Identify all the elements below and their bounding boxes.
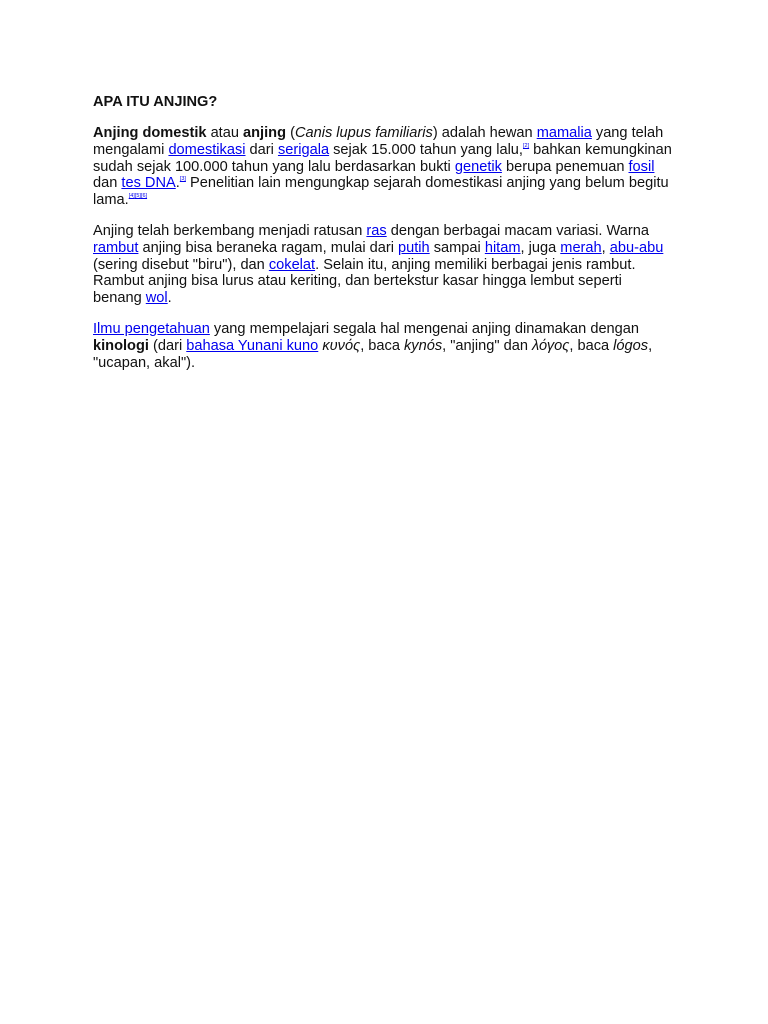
link-fosil[interactable]: fosil (628, 158, 655, 175)
text-run: Penelitian lain mengungkap sejarah domestikasi anjing yang belum begitu lama. (93, 175, 669, 209)
text-run: , "anjing" dan (442, 337, 533, 354)
text-run: yang telah mengalami (93, 125, 664, 158)
paragraph-definition (93, 125, 673, 209)
link-ras[interactable]: ras (366, 222, 387, 239)
citation-link-5[interactable]: [5] (134, 193, 141, 200)
term-bold: Anjing domestik (93, 125, 207, 141)
link-abu-abu[interactable]: abu-abu (609, 239, 664, 256)
citation-link-6[interactable]: [6] (140, 193, 148, 200)
link-genetik[interactable]: genetik (454, 158, 502, 175)
text-run: berupa penemuan (501, 158, 629, 175)
citation (129, 193, 147, 199)
transliteration: kynós (404, 337, 443, 354)
link-putih[interactable]: putih (398, 239, 430, 256)
link-serigala[interactable]: serigala (277, 141, 330, 158)
document-page (93, 94, 673, 385)
text-run: ) adalah hewan (432, 125, 537, 141)
transliteration: lógos (613, 337, 649, 354)
text-run: dari (245, 141, 278, 158)
text-run: sejak 15.000 tahun yang lalu, (329, 141, 523, 158)
greek-word: λόγος (532, 337, 570, 354)
text-run: . Selain itu, anjing memiliki berbagai jenis rambut. Rambut anjing bisa lurus atau keriting, dan bertekstur kasar hingga lembut seperti benang (93, 256, 636, 307)
citation-link-3[interactable]: [3] (179, 176, 186, 183)
link-bahasa-yunani-kuno[interactable]: bahasa Yunani kuno (186, 337, 319, 354)
link-merah[interactable]: merah (560, 239, 602, 256)
link-tes-dna[interactable]: tes DNA (121, 175, 176, 192)
citation-link-4[interactable]: [4] (128, 193, 135, 200)
text-run: (dari (148, 337, 187, 354)
page-title: APA ITU ANJING? (93, 94, 218, 110)
citation-link-2[interactable]: [2] (522, 142, 530, 149)
text-run: sampai (429, 239, 485, 256)
link-cokelat[interactable]: cokelat (268, 256, 316, 273)
text-run: yang mempelajari segala hal mengenai anjing dinamakan dengan (209, 320, 640, 337)
link-domestikasi[interactable]: domestikasi (168, 141, 246, 158)
text-run: Anjing telah berkembang menjadi ratusan (93, 222, 367, 239)
link-rambut[interactable]: rambut (93, 239, 139, 256)
text-run: dengan berbagai macam variasi. Warna (386, 222, 649, 239)
link-ilmu-pengetahuan[interactable]: Ilmu pengetahuan (93, 320, 210, 337)
greek-word: κυνός (322, 337, 361, 354)
text-run: , (601, 239, 610, 256)
link-wol[interactable]: wol (145, 290, 168, 307)
text-run: bahkan kemungkinan sudah sejak 100.000 tahun yang lalu berdasarkan bukti (93, 141, 672, 175)
text-run: atau (206, 125, 244, 141)
text-run: anjing bisa beraneka ragam, mulai dari (138, 239, 399, 256)
paragraph-kinologi (93, 321, 673, 371)
text-run: dan (93, 175, 122, 192)
scientific-name: Canis lupus familiaris (294, 125, 433, 141)
text-run: , "ucapan, akal"). (93, 337, 653, 371)
link-mamalia[interactable]: mamalia (536, 125, 592, 141)
term-bold: kinologi (93, 337, 149, 354)
text-run: ( (286, 125, 295, 141)
text-run: . (167, 290, 172, 307)
text-run: , juga (520, 239, 561, 256)
link-hitam[interactable]: hitam (484, 239, 521, 256)
text-run: (sering disebut "biru"), dan (93, 256, 269, 273)
text-run: , baca (360, 337, 404, 354)
text-run: , baca (569, 337, 614, 354)
paragraph-variation (93, 223, 673, 307)
term-bold: anjing (243, 125, 287, 141)
text-run: . (175, 175, 180, 192)
